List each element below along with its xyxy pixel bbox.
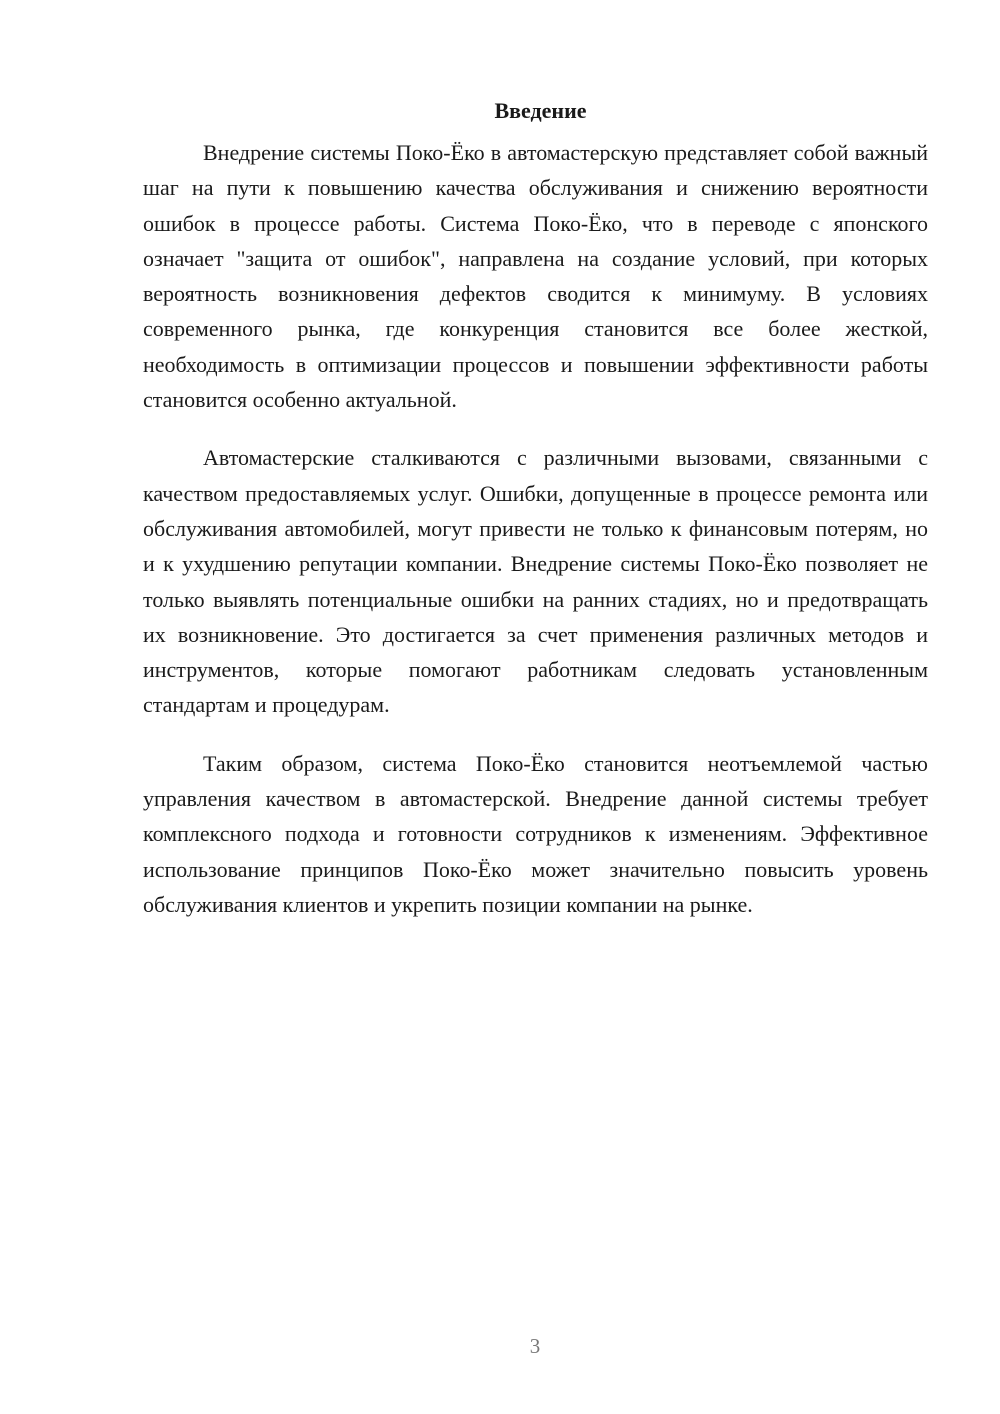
section-heading: Введение (494, 98, 587, 123)
paragraph-3: Таким образом, система Поко-Ёко становится неотъемлемой частью управления качеством в автомастерской. Внедрение данной системы требует комплексного подхода и готовности сотрудников к изменениям. Эффективное использование принципов Поко-Ёко может значительно повысить уровень обслуживания клиентов и укрепить позиции компании на рынке. (143, 750, 928, 917)
paragraph-2: Автомастерские сталкиваются с различными вызовами, связанными с качеством предоставляемых услуг. Ошибки, допущенные в процессе ремонта или обслуживания автомобилей, могут привести не только к финансовым потерям, но и к ухудшению репутации компании. Внедрение системы Поко-Ёко позволяет не только выявлять потенциальные ошибки на ранних стадиях, но и предотвращать их возникновение. Это достигается за счет применения различных методов и инструментов, которые помогают работникам следовать установленным стандартам и процедурам. (143, 445, 928, 718)
paragraph-1: Внедрение системы Поко-Ёко в автомастерскую представляет собой важный шаг на пути к повышению качества обслуживания и снижению вероятности ошибок в процессе работы. Система Поко-Ёко, что в переводе с японского означает "защита от ошибок", направлена на создание условий, при которых вероятность возникновения дефектов сводится к минимуму. В условиях современного рынка, где конкуренция становится все более жесткой, необходимость в оптимизации процессов и повышении эффективности работы становится особенно актуальной. (143, 140, 928, 413)
document-body (143, 96, 928, 922)
page-number: 3 (529, 1334, 541, 1358)
